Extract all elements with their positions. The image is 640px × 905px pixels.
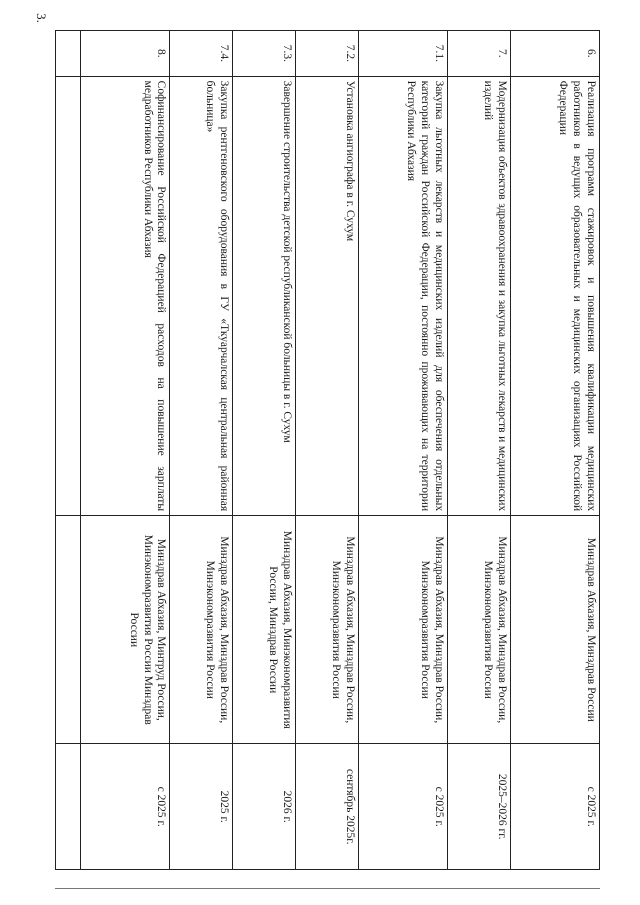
deadline: с 2025 г. <box>510 744 599 870</box>
deadline: 2025 г. <box>170 744 233 870</box>
table-row <box>233 31 296 870</box>
responsible-agencies: Минздрав Абхазия, Минздрав России, Минэкономразвития России <box>295 516 358 744</box>
responsible-agencies: Минздрав Абхазия, Минэкономразвития России, Минздрав России <box>233 516 296 744</box>
deadline: сентябрь 2025г. <box>295 744 358 870</box>
row-number: 7.2. <box>295 31 358 77</box>
task-description: Софинансирование Российской Федерацией расходов на повышение зарплаты медработников Республики Абхазия <box>81 76 170 515</box>
table-row <box>358 31 447 870</box>
task-description: Установка ангиографа в г. Сухум <box>295 76 358 515</box>
row-number: 7.4. <box>170 31 233 77</box>
row-number: 8. <box>81 31 170 77</box>
table-row <box>295 31 358 870</box>
responsible-agencies: Минздрав Абхазия, Минздрав России, Минэкономразвития России <box>170 516 233 744</box>
task-description: Завершение строительства детской республиканской больницы в г. Сухум <box>233 76 296 515</box>
empty-cell <box>56 31 81 77</box>
empty-cell <box>56 76 81 515</box>
task-description: Закупка льготных лекарств и медицинских изделий для обеспечения отдельных категорий граждан Российской Федерации, постоянно проживающих на территории Республики Абхазия <box>358 76 447 515</box>
responsible-agencies: Минздрав Абхазия, Минздрав России, Минэкономразвития России <box>447 516 510 744</box>
deadline: 2026 г. <box>233 744 296 870</box>
responsible-agencies: Минздрав Абхазия, Минздрав России <box>510 516 599 744</box>
table-row-empty <box>56 31 81 870</box>
measures-table <box>55 30 600 870</box>
page-bottom-rule <box>55 888 600 889</box>
measures-table-wrapper <box>55 30 600 870</box>
deadline: 2025–2026 гг. <box>447 744 510 870</box>
task-description: Реализация программ стажировок и повышения квалификации медицинских работников в ведущих образовательных и медицинских организациях Российской Федерации <box>510 76 599 515</box>
table-row <box>170 31 233 870</box>
empty-cell <box>56 744 81 870</box>
empty-cell <box>56 516 81 744</box>
task-description: Закупка рентгеновского оборудования в ГУ «Ткуарчалская центральная районная больница» <box>170 76 233 515</box>
task-description: Модернизация объектов здравоохранения и закупка льготных лекарств и медицинских изделий <box>447 76 510 515</box>
table-row <box>510 31 599 870</box>
row-number: 7.1. <box>358 31 447 77</box>
page-number: 3. <box>33 13 49 23</box>
deadline: с 2025 г. <box>358 744 447 870</box>
row-number: 6. <box>510 31 599 77</box>
row-number: 7. <box>447 31 510 77</box>
table-row <box>81 31 170 870</box>
row-number: 7.3. <box>233 31 296 77</box>
deadline: с 2025 г. <box>81 744 170 870</box>
responsible-agencies: Минздрав Абхазия, Минтруд России, Минэкономразвития России Минздрав России <box>81 516 170 744</box>
table-row <box>447 31 510 870</box>
responsible-agencies: Минздрав Абхазия, Минздрав России, Минэкономразвития России <box>358 516 447 744</box>
